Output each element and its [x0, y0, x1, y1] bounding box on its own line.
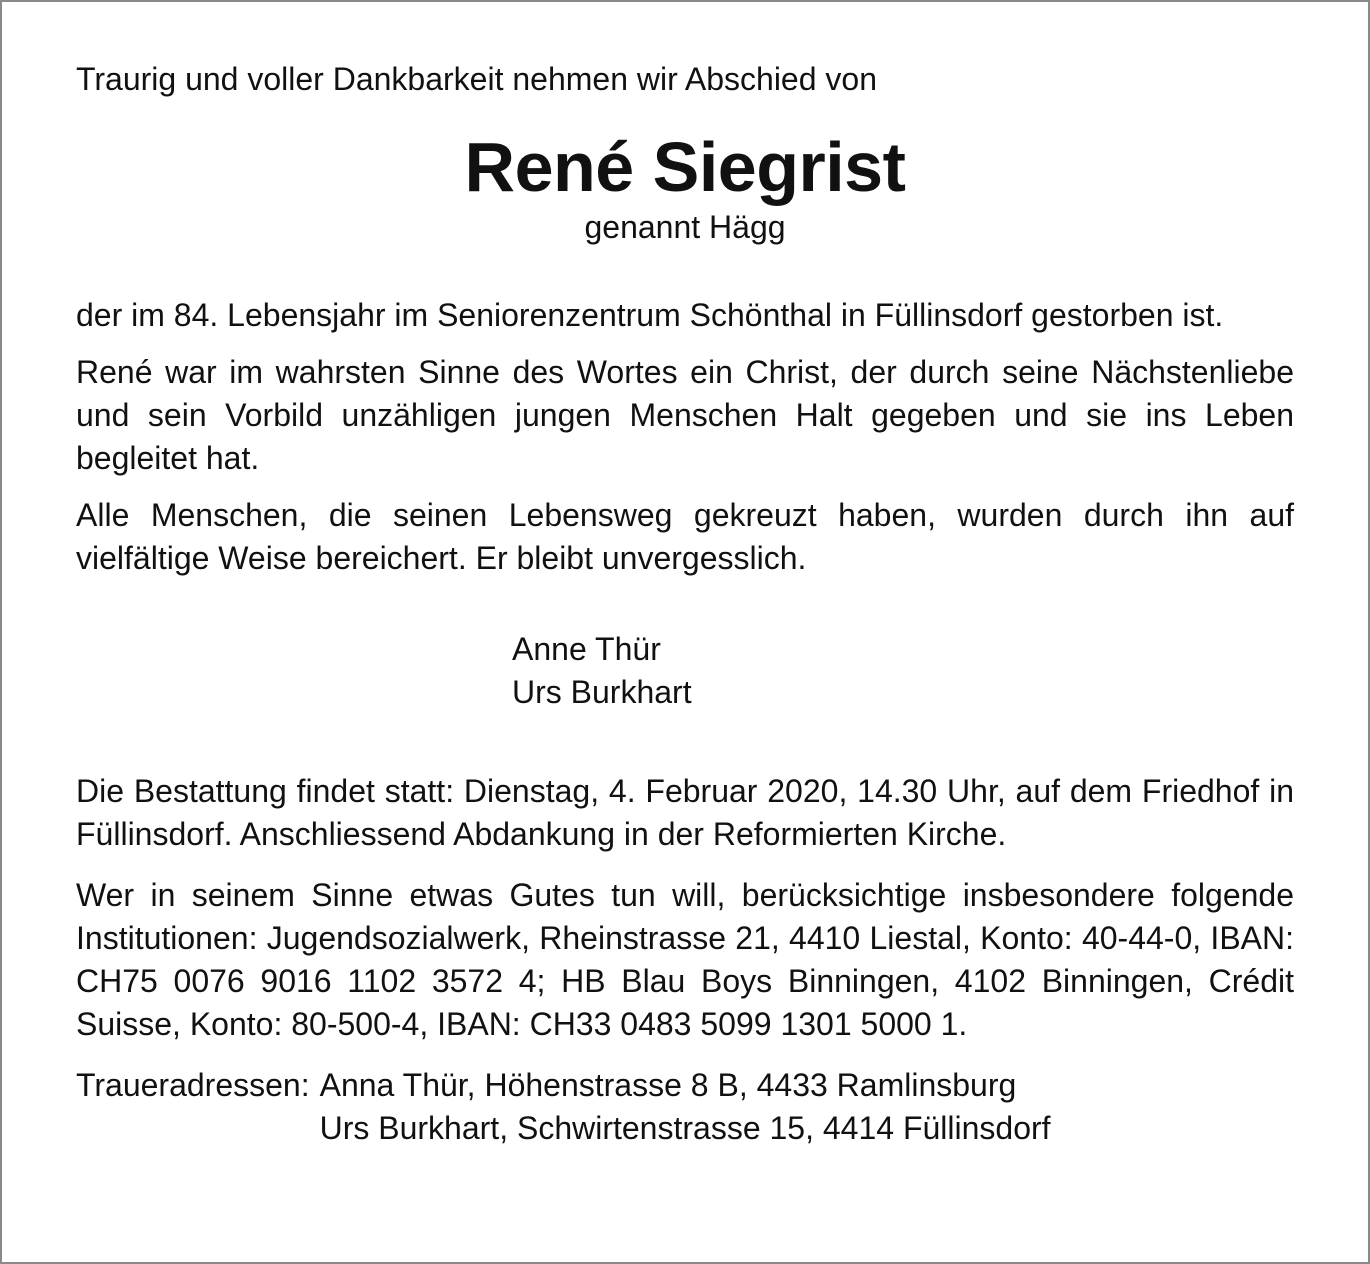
signer-name: Urs Burkhart — [512, 674, 692, 710]
address-list — [320, 1064, 1294, 1150]
deceased-name: René Siegrist — [464, 128, 906, 206]
donation-info: Wer in seinem Sinne etwas Gutes tun will, berücksichtige insbesondere folgende Institutionen: Jugendsozialwerk, Rheinstrasse 21, 4410 Liestal, Konto: 40-44-0, IBAN: CH75 0076 9016 1102 3572 4; HB Blau Boys Binningen, 4102 Binningen, Crédit Suisse, Konto: 80-500-4, IBAN: CH33 0483 5099 1301 5000 1. — [76, 877, 1294, 1042]
address-line: Urs Burkhart, Schwirtenstrasse 15, 4414 Füllinsdorf — [319, 1110, 1051, 1146]
mourning-addresses — [76, 1064, 1294, 1150]
obituary-notice — [76, 58, 1294, 1150]
intro-line: Traurig und voller Dankbarkeit nehmen wir Abschied von — [76, 61, 877, 97]
addresses-label: Traueradressen: — [76, 1067, 310, 1103]
nickname: genannt Hägg — [584, 209, 786, 245]
signer-name: Anne Thür — [512, 631, 661, 667]
signers — [76, 628, 1294, 714]
paragraph-tribute: René war im wahrsten Sinne des Wortes ein Christ, der durch seine Nächstenliebe und sein Vorbild unzähligen jungen Menschen Halt gegeben und sie ins Leben begleitet hat. — [76, 354, 1294, 476]
paragraph-death: der im 84. Lebensjahr im Seniorenzentrum Schönthal in Füllinsdorf gestorben ist. — [76, 297, 1224, 333]
address-line: Anna Thür, Höhenstrasse 8 B, 4433 Ramlinsburg — [319, 1067, 1017, 1103]
funeral-info: Die Bestattung findet statt: Dienstag, 4. Februar 2020, 14.30 Uhr, auf dem Friedhof in Füllinsdorf. Anschliessend Abdankung in der Reformierten Kirche. — [76, 773, 1294, 852]
paragraph-remembrance: Alle Menschen, die seinen Lebensweg gekreuzt haben, wurden durch ihn auf vielfältige Weise bereichert. Er bleibt unvergesslich. — [76, 497, 1294, 576]
